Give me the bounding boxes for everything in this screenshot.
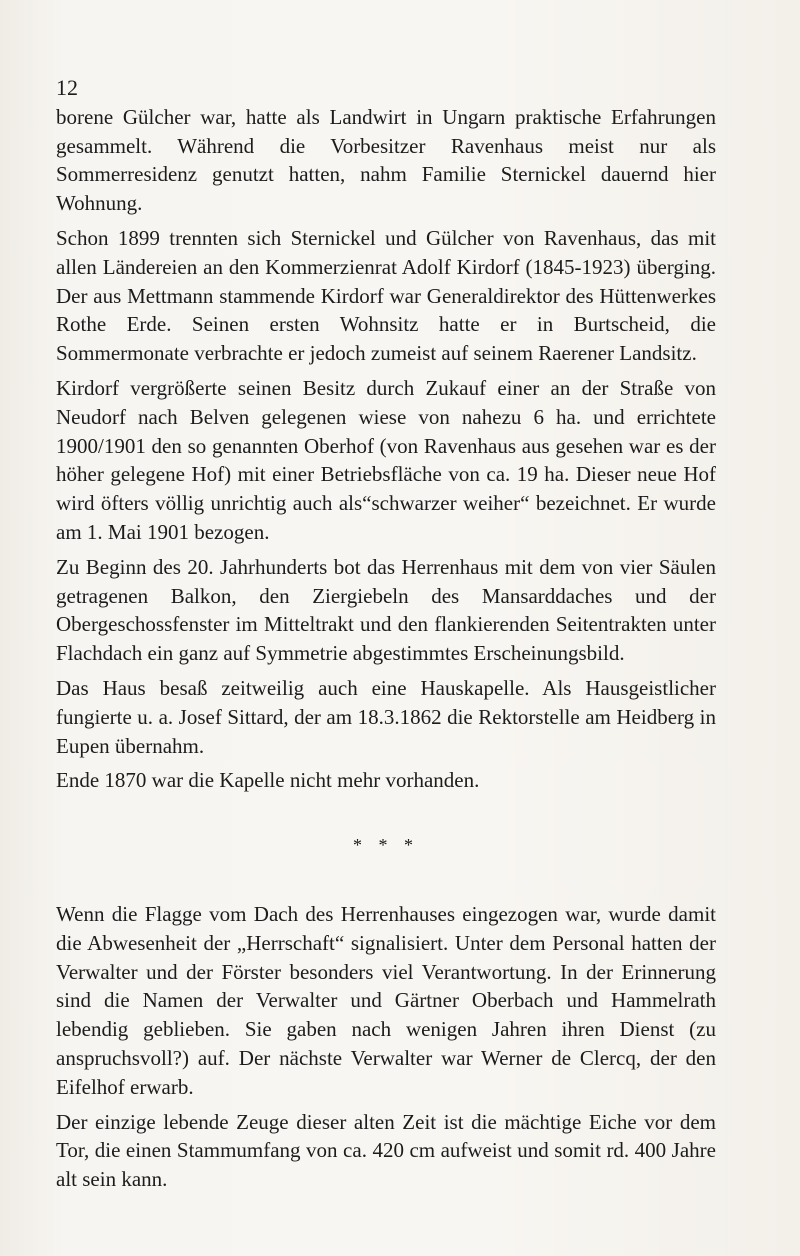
paragraph-1: borene Gülcher war, hatte als Landwirt in Ungarn praktische Erfahrungen gesammelt. Während die Vorbesitzer Ravenhaus meist nur als Sommerresidenz genutzt hatten, nahm Familie Sternickel dauernd hier Wohnung. [56, 104, 716, 216]
paragraph-3: Kirdorf vergrößerte seinen Besitz durch Zukauf einer an der Straße von Neudorf nach Belven gelegenen wiese von nahezu 6 ha. und errichtete 1900/1901 den so genannten Oberhof (von Ravenhaus aus gesehen war es der höher gelegene Hof) mit einer Betriebsfläche von ca. 19 ha. Dieser neue Hof wird öfters völlig unrichtig auch als“schwarzer weiher“ bezeichnet. Er wurde am 1. Mai 1901 bezogen. [56, 375, 716, 544]
paragraph-2: Schon 1899 trennten sich Sternickel und Gülcher von Ravenhaus, das mit allen Ländereien an den Kommerzienrat Adolf Kirdorf (1845-1923) überging. Der aus Mettmann stammende Kirdorf war Generaldirektor des Hüttenwerkes Rothe Erde. Seinen ersten Wohnsitz hatte er in Burtscheid, die Sommermonate verbrachte er jedoch zumeist auf seinem Raerener Landsitz. [56, 225, 716, 366]
paragraph-7: Wenn die Flagge vom Dach des Herrenhauses eingezogen war, wurde damit die Abwesenheit der „Herrschaft“ signalisiert. Unter dem Personal hatten der Verwalter und der Förster besonders viel Verantwortung. In der Erinnerung sind die Namen der Verwalter und Gärtner Oberbach und Hammelrath lebendig geblieben. Sie gaben nach wenigen Jahren ihren Dienst (zu anspruchsvoll?) auf. Der nächste Verwalter war Werner de Clercq, der den Eifelhof erwarb. [56, 901, 716, 1099]
paragraph-6: Ende 1870 war die Kapelle nicht mehr vorhanden. [56, 768, 480, 793]
paragraph-8: Der einzige lebende Zeuge dieser alten Zeit ist die mächtige Eiche vor dem Tor, die einen Stammumfang von ca. 420 cm aufweist und somit rd. 400 Jahre alt sein kann. [56, 1109, 716, 1192]
page-number: 12 [56, 75, 78, 100]
paragraph-4: Zu Beginn des 20. Jahrhunderts bot das Herrenhaus mit dem von vier Säulen getragenen Balkon, den Ziergiebeln des Mansarddaches und der Obergeschossfenster im Mitteltrakt und den flankierenden Seitentrakten unter Flachdach ein ganz auf Symmetrie abgestimmtes Erscheinungsbild. [56, 554, 716, 666]
page-text [56, 74, 716, 1200]
paragraph-5: Das Haus besaß zeitweilig auch eine Hauskapelle. Als Hausgeistlicher fungierte u. a. Josef Sittard, der am 18.3.1862 die Rektorstelle am Heidberg in Eupen übernahm. [56, 675, 716, 758]
section-separator: * * * [353, 835, 419, 856]
